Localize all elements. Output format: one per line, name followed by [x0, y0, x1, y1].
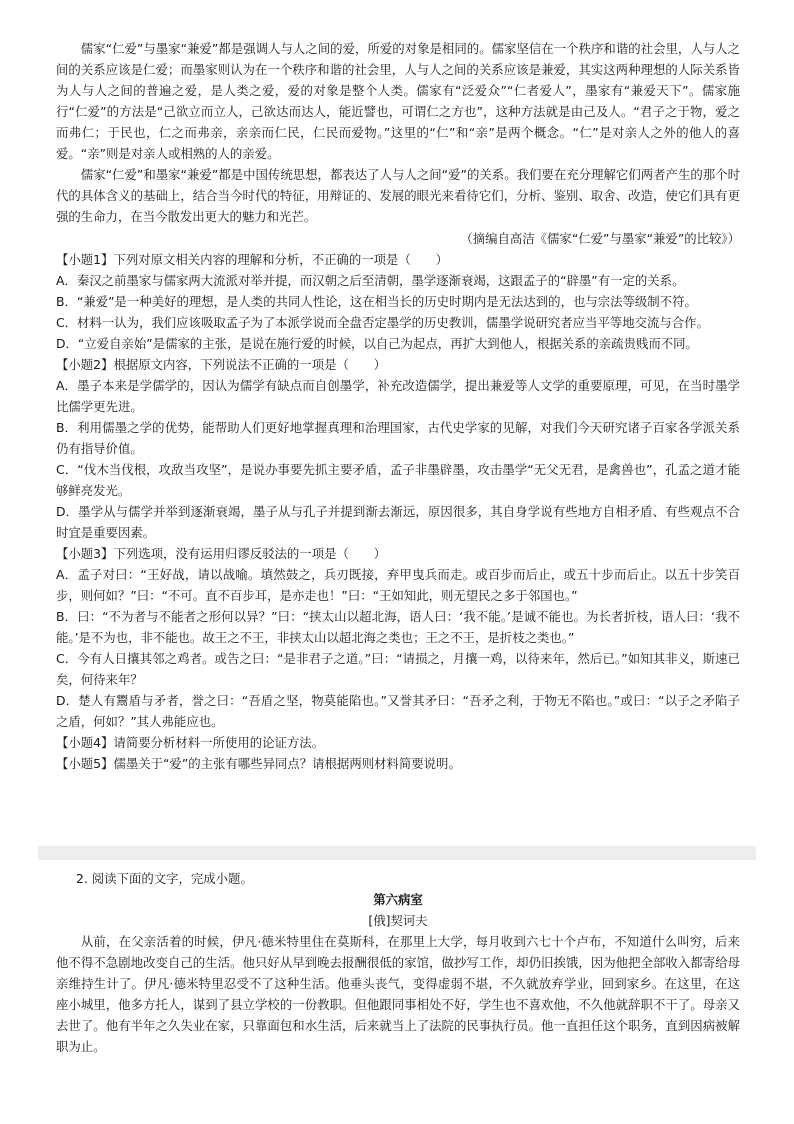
- passage-paragraph: 儒家“仁爱”和墨家“兼爱”都是中国传统思想，都表达了人与人之间“爱”的关系。我们要在充分理解它们两者产生的那个时代的具体含义的基础上，结合当今时代的特征，用辩证的、发展的眼光来看待它们，分析、鉴别、取舍、改造，使它们具有更强的生命力，在当今散发出更大的魅力和光芒。: [56, 167, 740, 224]
- question-stem: 【小题3】下列选项，没有运用归谬反驳法的一项是（ ）: [56, 546, 387, 561]
- option-d: D．“立爱自亲始”是儒家的主张，是说在施行爱的时候，以自己为起点，再扩大到他人，根据关系的亲疏贵贱而不同。: [56, 336, 698, 351]
- option-b: B．曰：“不为者与不能者之形何以异？”曰：“挟太山以超北海，语人曰：‘我不能。’是诚不能也。为长者折枝，语人曰：‘我不能。’是不为也，非不能也。故王之不王，非挟太山以超北海之类也；王之不王，是折枝之类也。”: [56, 609, 740, 645]
- story-title: 第六病室: [373, 892, 423, 907]
- option-b: B．“兼爱”是一种美好的理想，是人类的共同人性论，这在相当长的历史时期内是无法达到的，也与宗法等级制不符。: [56, 294, 697, 309]
- story-author: [俄]契诃夫: [368, 913, 428, 928]
- option-b: B．利用儒墨之学的优势，能帮助人们更好地掌握真理和治理国家，古代史学家的见解，对我们今天研究诸子百家各学派关系仍有指导价值。: [56, 420, 740, 456]
- section-heading: 2. 阅读下面的文字，完成小题。: [76, 871, 253, 886]
- option-a: A．秦汉之前墨家与儒家两大流派对举并提，而汉朝之后至清朝，墨学逐渐衰竭，这跟孟子的“辟墨”有一定的关系。: [56, 273, 685, 288]
- option-c: C．材料一认为，我们应该吸取孟子为了本派学说而全盘否定墨学的历史教训，儒墨学说研究者应当平等地交流与合作。: [56, 315, 709, 330]
- story-paragraph: 从前，在父亲活着的时候，伊凡·德米特里住在莫斯科，在那里上大学，每月收到六七十个卢布，不知道什么叫穷，后来他不得不急剧地改变自己的生活。他只好从早到晚去报酬很低的家馆，做抄写工作，却仍旧挨饿，因为他把全部收入都寄给母亲维持生计了。伊凡·德米特里忍受不了这种生活。他垂头丧气，变得虚弱不堪，不久就放弃学业，回到家乡。在这里，在这座小城里，他多方托人，谋到了县立学校的一份教职。但他跟同事相处不好，学生也不喜欢他，不久他就辞职不干了。母亲又去世了。他有半年之久失业在家，只靠面包和水生活，后来就当上了法院的民事执行员。他一直担任这个职务，直到因病被解职为止。: [56, 934, 740, 1054]
- passage-source: （摘编自高洁《儒家“仁爱”与墨家“兼爱”的比较》）: [460, 231, 740, 246]
- option-c: C．今有人日攘其邻之鸡者。或告之曰：“是非君子之道。”曰：“请损之，月攘一鸡，以待来年，然后已。”如知其非义，斯速已矣，何待来年？: [56, 651, 740, 687]
- option-d: D．楚人有鬻盾与矛者，誉之曰：“吾盾之坚，物莫能陷也。”又誉其矛曰：“吾矛之利，于物无不陷也。”或曰：“以子之矛陷子之盾，何如？”其人弗能应也。: [56, 693, 740, 729]
- question-1: [56, 249, 740, 354]
- option-a: A．孟子对曰：“王好战，请以战喻。填然鼓之，兵刃既接，弃甲曳兵而走。或百步而后止，或五十步而后止。以五十步笑百步，则何如？”曰：“不可。直不百步耳，是亦走也！”曰：“王如知此，则无望民之多于邻国也。”: [56, 567, 740, 603]
- passage-two: [56, 868, 740, 1057]
- question-4: 【小题4】请简要分析材料一所使用的论证方法。: [56, 735, 325, 750]
- option-d: D．墨学从与儒学并举到逐渐衰竭，墨子从与孔子并提到渐去渐远，原因很多，其自身学说有些地方自相矛盾、有些观点不合时宜是重要因素。: [56, 504, 740, 540]
- question-3: [56, 543, 740, 732]
- passage-paragraph: 儒家“仁爱”与墨家“兼爱”都是强调人与人之间的爱，所爱的对象是相同的。儒家坚信在一个秩序和谐的社会里，人与人之间的关系应该是仁爱；而墨家则认为在一个秩序和谐的社会里，人与人之间的关系应该是兼爱，其实这两种理想的人际关系皆为人与人之间的普遍之爱，是人类之爱，爱的对象是整个人类。儒家有“泛爱众”“仁者爱人”，墨家有“兼爱天下”。儒家施行“仁爱”的方法是“己欲立而立人，己欲达而达人，能近譬也，可谓仁之方也”，这种方法就是由己及人。“君子之于物，爱之而弗仁；于民也，仁之而弗亲，亲亲而仁民，仁民而爱物。”这里的“仁”和“亲”是两个概念。“仁”是对亲人之外的他人的喜爱。“亲”则是对亲人或相熟的人的亲爱。: [56, 41, 740, 161]
- question-stem: 【小题1】下列对原文相关内容的理解和分析，不正确的一项是（ ）: [56, 252, 448, 267]
- option-c: C．“伐木当伐根，攻敌当攻坚”，是说办事要先抓主要矛盾，孟子非墨辟墨，攻击墨学“无父无君，是禽兽也”，孔孟之道才能够鲜亮发光。: [56, 462, 740, 498]
- passage-one: [56, 38, 740, 774]
- section-divider: [38, 846, 756, 860]
- question-2: [56, 354, 740, 543]
- question-5: 【小题5】儒墨关于“爱”的主张有哪些异同点？请根据两则材料简要说明。: [56, 756, 461, 771]
- option-a: A．墨子本来是学儒学的，因认为儒学有缺点而自创墨学，补充改造儒学，提出兼爱等人文学的重要原理，可见，在当时墨学比儒学更先进。: [56, 378, 740, 414]
- question-stem: 【小题2】根据原文内容，下列说法不正确的一项是（ ）: [56, 357, 387, 372]
